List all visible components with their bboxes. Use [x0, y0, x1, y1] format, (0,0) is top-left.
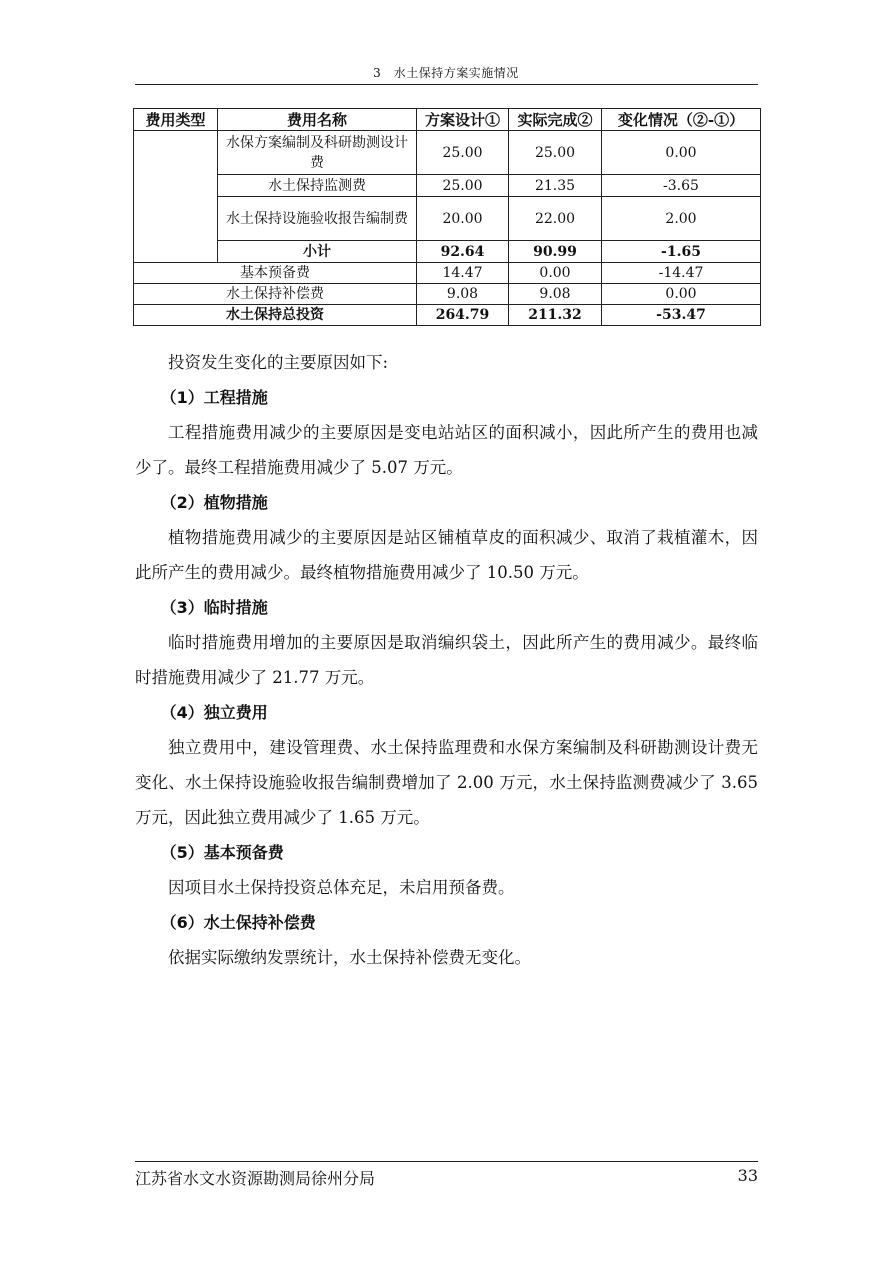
change-cell: -14.47	[602, 263, 761, 284]
change-cell: 0.00	[602, 131, 761, 175]
actual-cell: 25.00	[509, 131, 602, 175]
section-heading: （6）水土保持补偿费	[160, 913, 316, 932]
change-cell: 0.00	[602, 284, 761, 305]
cost-name-cell: 水土保持设施验收报告编制费	[218, 197, 417, 241]
intro-paragraph: 投资发生变化的主要原因如下:	[168, 353, 389, 372]
subtotal-row	[134, 241, 761, 263]
actual-cell: 22.00	[509, 197, 602, 241]
col-header: 费用类型	[134, 109, 218, 131]
section-paragraph: 工程措施费用减少的主要原因是变电站站区的面积减小，因此所产生的费用也减少了。最终工程措施费用减少了 5.07 万元。	[135, 423, 758, 477]
change-cell: -3.65	[602, 175, 761, 197]
actual-cell: 9.08	[509, 284, 602, 305]
table-row	[134, 197, 761, 241]
section-heading: （4）独立费用	[160, 703, 268, 722]
col-header: 方案设计①	[417, 109, 509, 131]
design-cell: 14.47	[417, 263, 509, 284]
cost-name-cell: 小计	[218, 241, 417, 263]
table-row	[134, 131, 761, 175]
cost-name-cell: 水保方案编制及科研勘测设计费	[218, 131, 417, 175]
design-cell: 20.00	[417, 197, 509, 241]
section-paragraph: 临时措施费用增加的主要原因是取消编织袋土，因此所产生的费用减少。最终临时措施费用减少了 21.77 万元。	[135, 633, 758, 687]
design-cell: 9.08	[417, 284, 509, 305]
change-cell: -53.47	[602, 305, 761, 326]
design-cell: 92.64	[417, 241, 509, 263]
design-cell: 25.00	[417, 131, 509, 175]
section-paragraph: 独立费用中，建设管理费、水土保持监理费和水保方案编制及科研勘测设计费无变化、水土保持设施验收报告编制费增加了 2.00 万元，水土保持监测费减少了 3.65 万元，因此独立费用减少了 1.65 万元。	[135, 738, 758, 827]
col-header: 变化情况（②-①）	[602, 109, 761, 131]
change-cell: -1.65	[602, 241, 761, 263]
section-paragraph: 依据实际缴纳发票统计，水土保持补偿费无变化。	[168, 948, 531, 967]
design-cell: 25.00	[417, 175, 509, 197]
design-cell: 264.79	[417, 305, 509, 326]
section-paragraph: 植物措施费用减少的主要原因是站区铺植草皮的面积减少、取消了栽植灌木，因此所产生的费用减少。最终植物措施费用减少了 10.50 万元。	[135, 528, 758, 582]
section-heading: （2）植物措施	[160, 493, 268, 512]
cost-name-cell: 水土保持补偿费	[134, 284, 417, 305]
cost-name-cell: 基本预备费	[134, 263, 417, 284]
change-cell: 2.00	[602, 197, 761, 241]
section-paragraph: 因项目水土保持投资总体充足，未启用预备费。	[168, 878, 515, 897]
table-row	[134, 175, 761, 197]
running-header: 3 水土保持方案实施情况	[373, 66, 519, 80]
table-row	[134, 284, 761, 305]
table-row	[134, 263, 761, 284]
col-header: 费用名称	[218, 109, 417, 131]
cost-name-cell: 水土保持监测费	[218, 175, 417, 197]
section-heading: （5）基本预备费	[160, 843, 284, 862]
section-heading: （3）临时措施	[160, 598, 268, 617]
section-heading: （1）工程措施	[160, 388, 268, 407]
footer-organization: 江苏省水文水资源勘测局徐州分局	[135, 1169, 376, 1188]
cost-type-cell	[134, 131, 218, 263]
actual-cell: 0.00	[509, 263, 602, 284]
table-header-row	[134, 109, 761, 131]
actual-cell: 90.99	[509, 241, 602, 263]
body-text	[135, 345, 758, 975]
page-number: 33	[737, 1166, 758, 1185]
total-row	[134, 305, 761, 326]
cost-name-cell: 水土保持总投资	[134, 305, 417, 326]
investment-table	[133, 108, 761, 326]
actual-cell: 21.35	[509, 175, 602, 197]
header-rule	[135, 84, 758, 85]
col-header: 实际完成②	[509, 109, 602, 131]
footer-rule	[135, 1161, 758, 1162]
actual-cell: 211.32	[509, 305, 602, 326]
